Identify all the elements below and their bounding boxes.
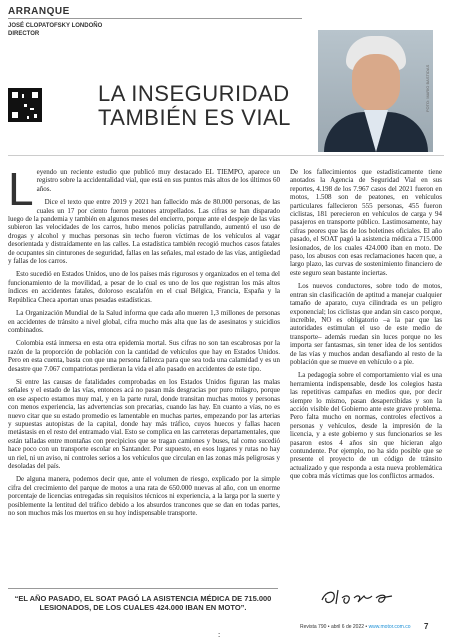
article-paragraph: La pedagogía sobre el comportamiento vial es una herramienta indispensable, desde los colegios hasta las repetitivas campañas en medios que, por decir siempre lo mismo, pasan desapercibidas y son la acción visible del Gobierno ante este grave problema. Pero falta mucho en normas, controles efectivos a personas y vehículos, desde la impresión de la licencia, y a este gobierno y sus funcionarios se les pasaron estos 4 años sin que hicieran algo contundente. Por ejemplo, no ha sido posible que se presente el proyecto de un código de tránsito actualizado y que responda a esta nueva problemática que cobra más víctimas que los conflictos armados. xyxy=(290,371,442,481)
article-paragraph: De alguna manera, podemos decir que, ante el volumen de riesgo, explicado por la simple cifra del crecimiento del parque de motos a una rata de 650.000 nuevas al año, con un enorme porcentaje de licencias entregadas sin requisitos técnicos ni experiencia, a la larga por la suerte y posiblemente la lentitud del tráfico debido a los absurdos trancones que se dan en todas partes, no son muchos más los muertos en su hoy indispensable transporte. xyxy=(8,475,280,518)
author-byline xyxy=(8,22,102,38)
article-paragraph: Si entre las causas de fatalidades comprobadas en los Estados Unidos figuran las malas señales y el estado de las vías, entonces acá no pasan más desgracias por puro milagro, porque en ese aspecto estamos muy mal, y en la parte rural, donde transitan muchas motos y personas con menos experiencia, las advertencias son precarias, cuando las hay. En cuanto a vías, no es nuevo citar que su estado promedio es lamentable en muchas partes, empezando por las arterias y supuestas autopistas de la capital, donde hay más tráfico, cuyos huecos y fallas hacen metástasis en el resto del entramado vial. Esto se complica en las carreteras departamentales, que están talladas entre montañas con precipicios que se tragan camiones y buses, tal como sucedió hace poco con un transporte escolar en Santander. Por supuesto, en esos lugares y rutas no hay un riel, ni un aviso, ni controles serios a los vehículos que circulan en las zonas más peligrosas y desoladas del país. xyxy=(8,377,280,470)
drop-cap: L xyxy=(8,163,34,215)
top-rule xyxy=(8,18,302,19)
article-column-1 xyxy=(8,163,280,578)
article-paragraph: Colombia está inmersa en esta otra epidemia mortal. Sus cifras no son tan escabrosas por la razón de la proporción de población con la cantidad de vehículos que hay en Estados Unidos. Pero en esta cuenta, basta con que una persona fallezca para que sea toda una calamidad y es un desastre que 7.067 compatriotas perdieran la vida el año pasado en accidentes de este tipo. xyxy=(8,339,280,373)
qr-code-icon[interactable] xyxy=(8,88,42,122)
article-paragraph: Leyendo un reciente estudio que publicó muy destacado EL TIEMPO, aparece un registro sobre la accidentalidad vial, que está en sus puntos más altos de los últimos 60 años. xyxy=(8,163,280,215)
divider xyxy=(8,155,444,156)
pull-quote: “EL AÑO PASADO, EL SOAT PAGÓ LA ASISTENCIA MÉDICA DE 715.000 LESIONADOS, DE LOS CUALES 424.000 IBAN EN MOTO”. xyxy=(8,588,278,612)
signature-icon xyxy=(318,586,418,608)
article-paragraph: Esto sucedió en Estados Unidos, uno de los países más rigurosos y organizados en el tema del funcionamiento de la movilidad, a pesar de lo cual es uno de los que registran los más altos índices en accidentes fatales, doloroso escalafón en el cual Bélgica, Francia, España y la República Checa aportan unas pesadas estadísticas. xyxy=(8,270,280,304)
page-footer: Revista 790 • abril 6 de 2022 • www.motor.com.co xyxy=(300,624,411,630)
photo-credit: FOTO: MARIO BASTIDAS xyxy=(425,64,430,112)
author-photo xyxy=(318,30,433,152)
article-paragraph: Los nuevos conductores, sobre todo de motos, entran sin clasificación de aptitud a manejar cualquier tamaño de aparato, cuya cilindrada es un peligro exponencial; los ciclistas que andan sin casco porque, increíble, NO es obligatorio –a la par que las autoridades estimulan el uso de este medio de transporte– además ruedan sin luces porque no les importa ser fantasmas, sin tener idea de los sentidos de las vías y muchos andan desafiando al resto de la población que se mueve en vehículo o a pie. xyxy=(290,282,442,366)
headline: LA INSEGURIDAD TAMBIÉN ES VIAL xyxy=(98,81,291,130)
issue-date: abril 6 de 2022 xyxy=(330,624,365,630)
page-marker: : xyxy=(218,630,221,639)
website-link[interactable]: www.motor.com.co xyxy=(368,624,411,630)
article-paragraph: Dice el texto que entre 2019 y 2021 han fallecido más de 80.000 personas, de las cuales un 17 por ciento fueron peatones atropellados. Las cifras se han disparado luego de la pandemia y también en algunos meses del encierro, porque ante el despeje de las vías subieron las velocidades de los carros, hubo menos policías patrullando, aumentó el uso de drogas y alcohol y muchas personas sin techo fueron víctimas de los vehículos al vagar desorientada y distraídamente en las calles. La estadística también recogió muchos casos fatales de ocupantes sin cinturones de seguridad, fallas en las señales, mal estado de las vías, antigüedad y fallas de los carros. xyxy=(8,198,280,266)
author-name: JOSÉ CLOPATOFSKY LONDOÑO xyxy=(8,23,103,29)
article-paragraph: De los fallecimientos que estadísticamente tiene anotados la Agencia de Seguridad Vial en sus reportes, 4.198 de los 7.967 casos del 2021 fueron en motos, 1.508 son de peatones, en vehículos particulares fallecieron 555 personas, 455 fueron ciclistas, 181 perecieron en vehículos de carga y 94 pasajeros en transporte público. Lastimosamente, hay cifras peores que las de los boletines oficiales. El año pasado, el SOAT pagó la asistencia médica a 715.000 lesionados, de los cuales 424.000 iban en moto. De paso, los abusos con esas reclamaciones hacen que, a largo plazo, las curvas de sostenimiento financiero de este seguro sean bastante inciertas. xyxy=(290,168,442,277)
author-role: DIRECTOR xyxy=(8,31,40,37)
article-paragraph: La Organización Mundial de la Salud informa que cada año mueren 1,3 millones de personas en accidentes de tránsito a nivel global, cifra mucho más alta que las de asesinatos y suicidios combinados. xyxy=(8,309,280,334)
magazine-issue: Revista 790 xyxy=(300,624,327,630)
page-number: 7 xyxy=(424,622,429,631)
section-label: ARRANQUE xyxy=(8,6,70,17)
article-column-2 xyxy=(290,168,442,578)
